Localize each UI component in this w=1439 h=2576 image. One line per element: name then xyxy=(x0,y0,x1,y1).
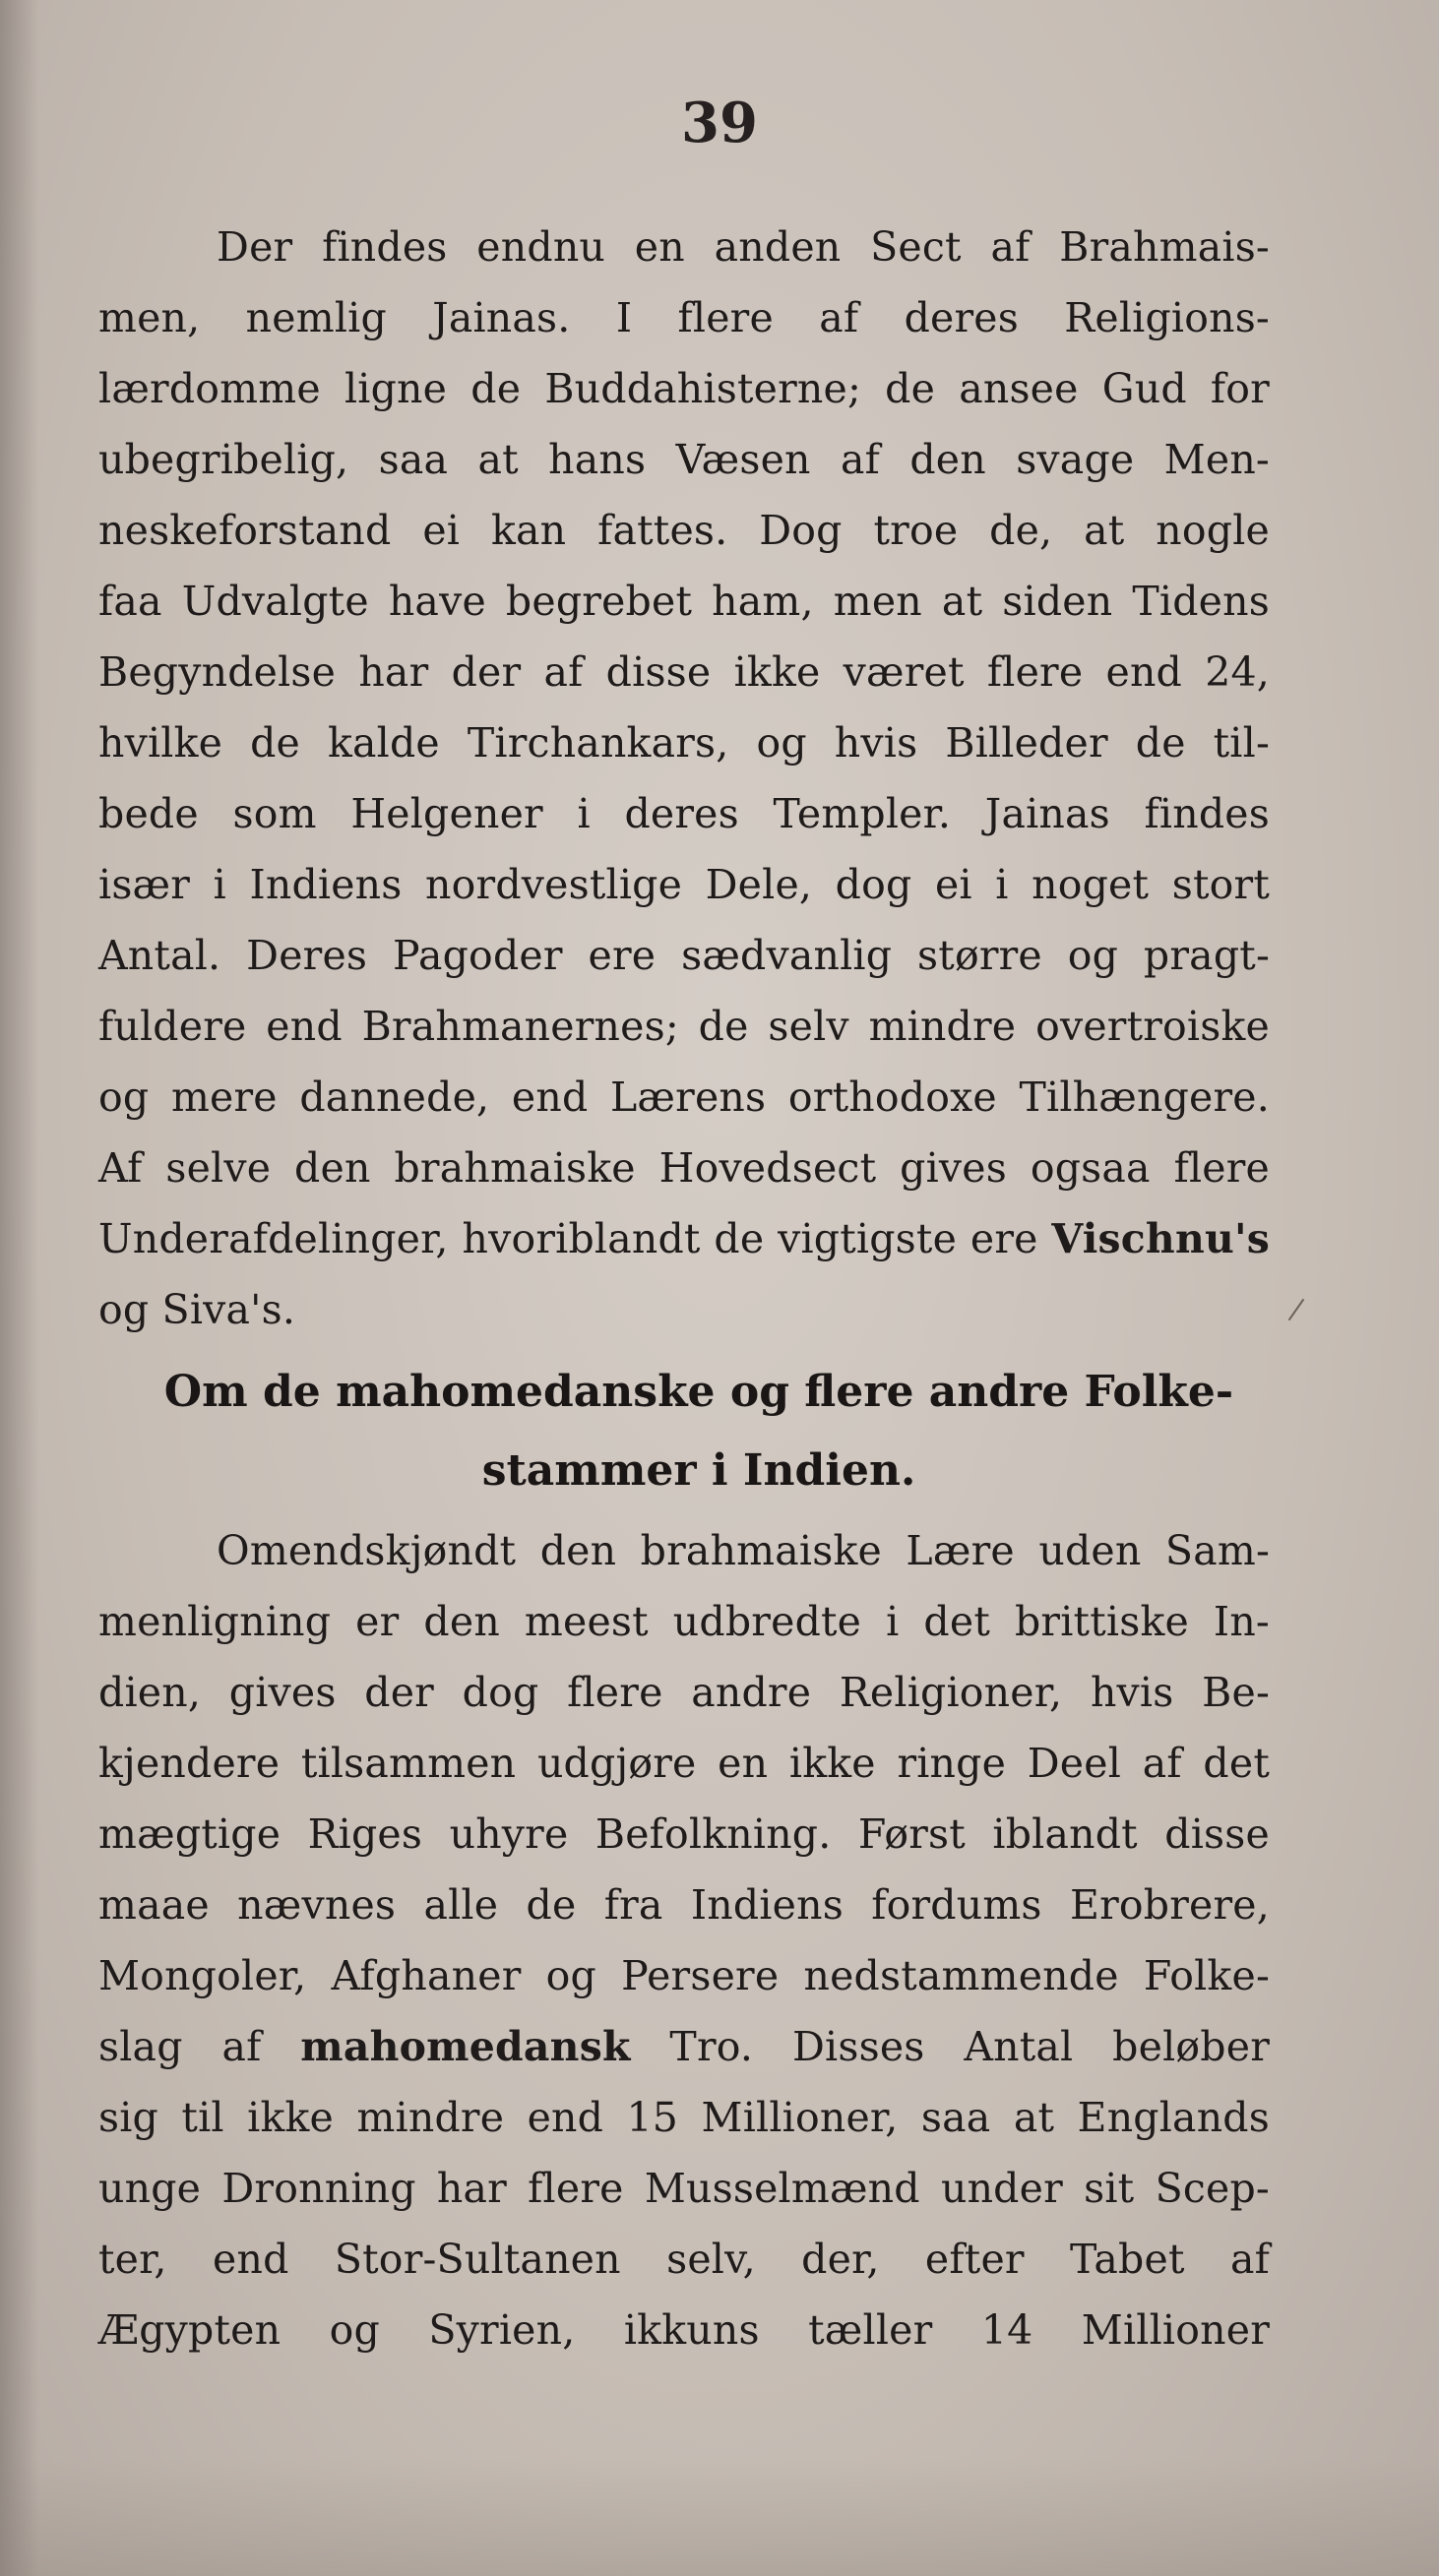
text-line: menligning er den meest udbredte i det brittiske In- xyxy=(98,1598,1270,1645)
binding-shadow xyxy=(0,0,39,2576)
text-line: sig til ikke mindre end 15 Millioner, saa at Englands xyxy=(98,2094,1270,2141)
text-line: Begyndelse har der af disse ikke været flere end 24, xyxy=(98,648,1270,696)
text-line: lærdomme ligne de Buddahisterne; de ansee Gud for xyxy=(98,365,1270,412)
emphasis-term: mahomedansk xyxy=(300,2023,631,2070)
text-line: og mere dannede, end Lærens orthodoxe Tilhængere. xyxy=(98,1073,1270,1121)
text-line: fuldere end Brahmanernes; de selv mindre overtroiske xyxy=(98,1003,1270,1050)
text-line: faa Udvalgte have begrebet ham, men at siden Tidens xyxy=(98,578,1270,625)
text-line: men, nemlig Jainas. I flere af deres Religions- xyxy=(98,294,1270,341)
text-line: ubegribelig, saa at hans Væsen af den svage Men- xyxy=(98,436,1270,483)
text-line: unge Dronning har flere Musselmænd under sit Scep- xyxy=(98,2165,1270,2212)
text-line: neskeforstand ei kan fattes. Dog troe de, at nogle xyxy=(98,507,1270,554)
text-line: Antal. Deres Pagoder ere sædvanlig større og pragt- xyxy=(98,932,1270,979)
text-fragment: Tro. Disses Antal beløber xyxy=(630,2023,1270,2070)
text-line: hvilke de kalde Tirchankars, og hvis Billeder de til- xyxy=(98,719,1270,767)
paragraph-mahomedans xyxy=(98,1515,1270,2365)
heading-line: Om de mahomedanske og flere andre Folke- xyxy=(163,1367,1234,1417)
page-bottom-shade xyxy=(0,2460,1439,2576)
text-line: Mongoler, Afghaner og Persere nedstammende Folke- xyxy=(98,1952,1270,1999)
text-line: ter, end Stor-Sultanen selv, der, efter Tabet af xyxy=(98,2236,1270,2283)
text-fragment: slag af xyxy=(98,2023,301,2070)
text-line: Ægypten og Syrien, ikkuns tæller 14 Millioner xyxy=(98,2306,1270,2354)
page-number: 39 xyxy=(681,91,758,155)
paragraph-jainas xyxy=(98,212,1270,1345)
text-line: Af selve den brahmaiske Hovedsect gives ogsaa flere xyxy=(98,1144,1270,1192)
text-line: dien, gives der dog flere andre Religioner, hvis Be- xyxy=(98,1669,1270,1716)
text-line: kjendere tilsammen udgjøre en ikke ringe Deel af det xyxy=(98,1740,1270,1787)
emphasis-term: Vischnu's xyxy=(1051,1215,1270,1262)
stray-ink-mark xyxy=(1288,1299,1305,1320)
heading-line: stammer i Indien. xyxy=(481,1445,916,1496)
text-line-with-emphasis xyxy=(98,1203,1270,1274)
section-heading xyxy=(59,1353,1339,1510)
text-line: Omendskjøndt den brahmaiske Lære uden Sam- xyxy=(217,1527,1270,1574)
text-line-with-emphasis xyxy=(98,2011,1270,2082)
text-line: mægtige Riges uhyre Befolkning. Først iblandt disse xyxy=(98,1810,1270,1858)
text-line: Der findes endnu en anden Sect af Brahmais- xyxy=(217,223,1270,271)
text-fragment: Underafdelinger, hvoriblandt de vigtigste ere xyxy=(98,1215,1052,1262)
text-line: især i Indiens nordvestlige Dele, dog ei i noget stort xyxy=(98,861,1270,908)
text-line: og Siva's. xyxy=(98,1286,296,1333)
text-line: maae nævnes alle de fra Indiens fordums Erobrere, xyxy=(98,1881,1270,1929)
text-line: bede som Helgener i deres Templer. Jainas findes xyxy=(98,790,1270,837)
